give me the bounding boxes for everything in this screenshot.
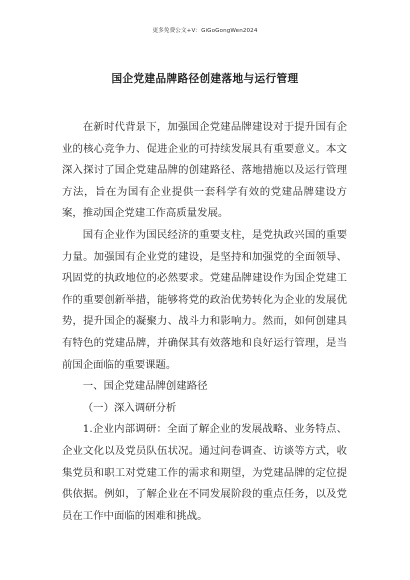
header-note: 更多免费公文+V：GiGoGongWen2024 [152,28,258,34]
section-heading: 一、国企党建品牌创建路径 [82,380,208,393]
subsection-heading: （一）深入调研分析 [82,401,177,414]
paragraph-item-1: 1.企业内部调研：全面了解企业的发展战略、业务特点、企业文化以及党员队伍状况。通过问卷调查、访谈等方式，收集党员和职工对党建工作的需求和期望，为党建品牌的定位提供依据。例如，了解企业在不同发展阶段的重点任务，以及党员在工作中面临的困难和挑战。 [62,423,347,522]
paragraph-background: 国有企业作为国民经济的重要支柱，是党执政兴国的重要力量。加强国有企业党的建设，是坚持和加强党的全面领导、巩固党的执政地位的必然要求。党建品牌建设作为国企党建工作的重要创新举措，能够将党的政治优势转化为企业的发展优势，提升国企的凝聚力、战斗力和影响力。然而，如何创建具有特色的党建品牌，并确保其有效落地和良好运行管理，是当前国企面临的重要课题。 [62,228,347,371]
paragraph-intro: 在新时代背景下，加强国企党建品牌建设对于提升国有企业的核心竞争力、促进企业的可持续发展具有重要意义。本文深入探讨了国企党建品牌的创建路径、落地措施以及运行管理方法，旨在为国有企业提供一套科学有效的党建品牌建设方案，推动国企党建工作高质量发展。 [62,121,347,220]
document-title: 国企党建品牌路径创建落地与运行管理 [111,73,299,85]
document-body [62,117,347,527]
